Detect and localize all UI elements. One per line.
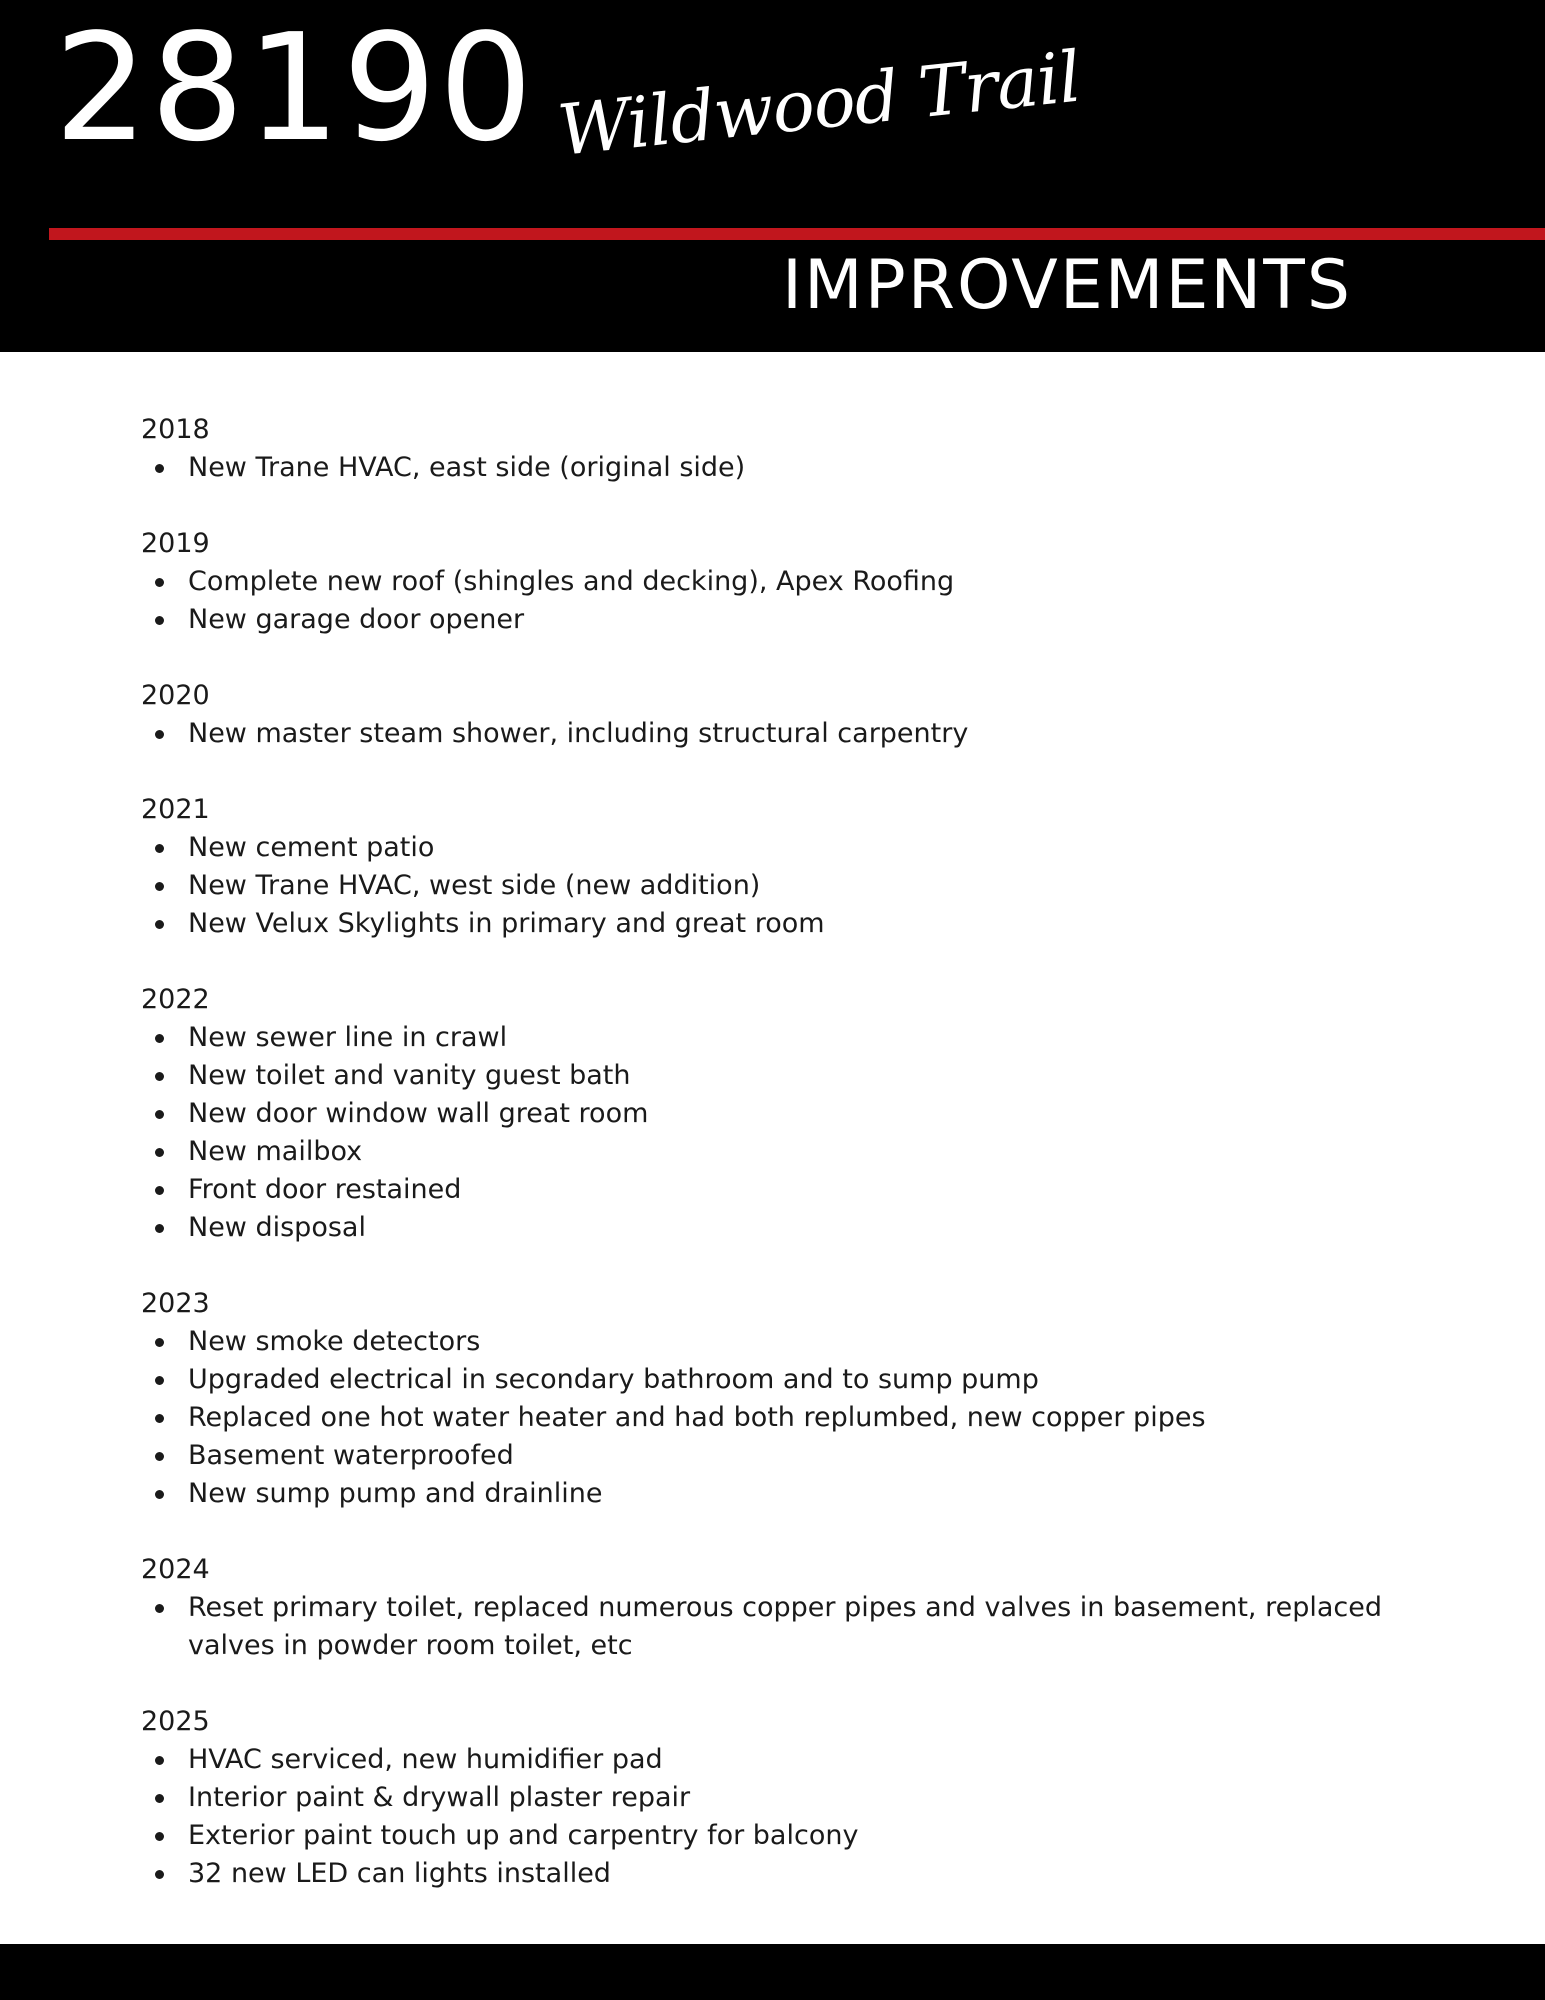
list-item xyxy=(141,829,1441,867)
list-item xyxy=(141,1171,1441,1209)
item-text: Exterior paint touch up and carpentry for balcony xyxy=(188,1820,859,1851)
item-text: New garage door opener xyxy=(188,604,525,635)
list-item xyxy=(141,1361,1441,1399)
year-heading: 2025 xyxy=(141,1706,210,1737)
list-item xyxy=(141,715,1441,753)
item-text: New mailbox xyxy=(188,1136,363,1167)
list-item xyxy=(141,1057,1441,1095)
bullet-icon xyxy=(155,920,164,929)
year-group-2021 xyxy=(141,791,1441,943)
red-divider xyxy=(49,228,1545,240)
list-item xyxy=(141,905,1441,943)
list-item xyxy=(141,1323,1441,1361)
item-text: Basement waterproofed xyxy=(188,1440,514,1471)
list-item xyxy=(141,449,1441,487)
list-item xyxy=(141,1589,1441,1665)
bullet-icon xyxy=(155,730,164,739)
bullet-icon xyxy=(155,1414,164,1423)
bullet-icon xyxy=(155,1034,164,1043)
bullet-icon xyxy=(155,1452,164,1461)
item-text: Reset primary toilet, replaced numerous copper pipes and valves in basement, replaced valves in powder room toilet, etc xyxy=(188,1592,1382,1661)
list-item xyxy=(141,1133,1441,1171)
item-text: New master steam shower, including structural carpentry xyxy=(188,718,969,749)
bullet-icon xyxy=(155,464,164,473)
bullet-icon xyxy=(155,844,164,853)
bullet-icon xyxy=(155,1224,164,1233)
bullet-icon xyxy=(155,1338,164,1347)
bullet-icon xyxy=(155,1376,164,1385)
bullet-icon xyxy=(155,1604,164,1613)
list-item xyxy=(141,1095,1441,1133)
item-text: Complete new roof (shingles and decking), Apex Roofing xyxy=(188,566,955,597)
list-item xyxy=(141,1817,1441,1855)
item-list xyxy=(141,1741,1441,1893)
item-list xyxy=(141,1019,1441,1247)
year-group-2018 xyxy=(141,411,1441,487)
bullet-icon xyxy=(155,1110,164,1119)
header-banner xyxy=(0,0,1545,352)
item-text: Replaced one hot water heater and had both replumbed, new copper pipes xyxy=(188,1402,1206,1433)
list-item xyxy=(141,867,1441,905)
item-text: New Velux Skylights in primary and great room xyxy=(188,908,825,939)
item-list xyxy=(141,1323,1441,1513)
year-heading: 2018 xyxy=(141,414,210,445)
list-item xyxy=(141,1209,1441,1247)
item-text: New Trane HVAC, west side (new addition) xyxy=(188,870,761,901)
item-text: 32 new LED can lights installed xyxy=(188,1858,611,1889)
list-item xyxy=(141,1741,1441,1779)
bullet-icon xyxy=(155,1756,164,1765)
bullet-icon xyxy=(155,1072,164,1081)
item-text: New sewer line in crawl xyxy=(188,1022,508,1053)
year-heading: 2021 xyxy=(141,794,210,825)
bullet-icon xyxy=(155,1794,164,1803)
street-name: Wildwood Trail xyxy=(554,35,1084,172)
bullet-icon xyxy=(155,882,164,891)
item-text: New Trane HVAC, east side (original side) xyxy=(188,452,746,483)
house-number: 28190 xyxy=(54,2,535,174)
year-group-2023 xyxy=(141,1285,1441,1513)
item-list xyxy=(141,715,1441,753)
section-title: IMPROVEMENTS xyxy=(782,246,1352,325)
bullet-icon xyxy=(155,1870,164,1879)
year-heading: 2022 xyxy=(141,984,210,1015)
year-heading: 2023 xyxy=(141,1288,210,1319)
list-item xyxy=(141,563,1441,601)
year-group-2019 xyxy=(141,525,1441,639)
year-heading: 2019 xyxy=(141,528,210,559)
item-list xyxy=(141,449,1441,487)
list-item xyxy=(141,1019,1441,1057)
list-item xyxy=(141,1437,1441,1475)
list-item xyxy=(141,1855,1441,1893)
item-text: New disposal xyxy=(188,1212,366,1243)
bullet-icon xyxy=(155,578,164,587)
item-list xyxy=(141,563,1441,639)
bullet-icon xyxy=(155,1148,164,1157)
year-group-2025 xyxy=(141,1703,1441,1893)
year-group-2020 xyxy=(141,677,1441,753)
list-item xyxy=(141,1779,1441,1817)
list-item xyxy=(141,601,1441,639)
item-text: Upgraded electrical in secondary bathroom and to sump pump xyxy=(188,1364,1039,1395)
item-text: New sump pump and drainline xyxy=(188,1478,603,1509)
item-list xyxy=(141,1589,1441,1665)
year-group-2022 xyxy=(141,981,1441,1247)
year-heading: 2020 xyxy=(141,680,210,711)
bullet-icon xyxy=(155,1832,164,1841)
item-text: New door window wall great room xyxy=(188,1098,649,1129)
item-text: New toilet and vanity guest bath xyxy=(188,1060,631,1091)
bullet-icon xyxy=(155,1186,164,1195)
list-item xyxy=(141,1399,1441,1437)
bullet-icon xyxy=(155,1490,164,1499)
year-group-2024 xyxy=(141,1551,1441,1665)
item-text: Interior paint & drywall plaster repair xyxy=(188,1782,691,1813)
item-list xyxy=(141,829,1441,943)
item-text: HVAC serviced, new humidifier pad xyxy=(188,1744,663,1775)
year-heading: 2024 xyxy=(141,1554,210,1585)
item-text: Front door restained xyxy=(188,1174,462,1205)
footer-band xyxy=(0,1944,1545,2000)
item-text: New smoke detectors xyxy=(188,1326,481,1357)
bullet-icon xyxy=(155,616,164,625)
item-text: New cement patio xyxy=(188,832,435,863)
improvements-list xyxy=(141,411,1441,1931)
list-item xyxy=(141,1475,1441,1513)
